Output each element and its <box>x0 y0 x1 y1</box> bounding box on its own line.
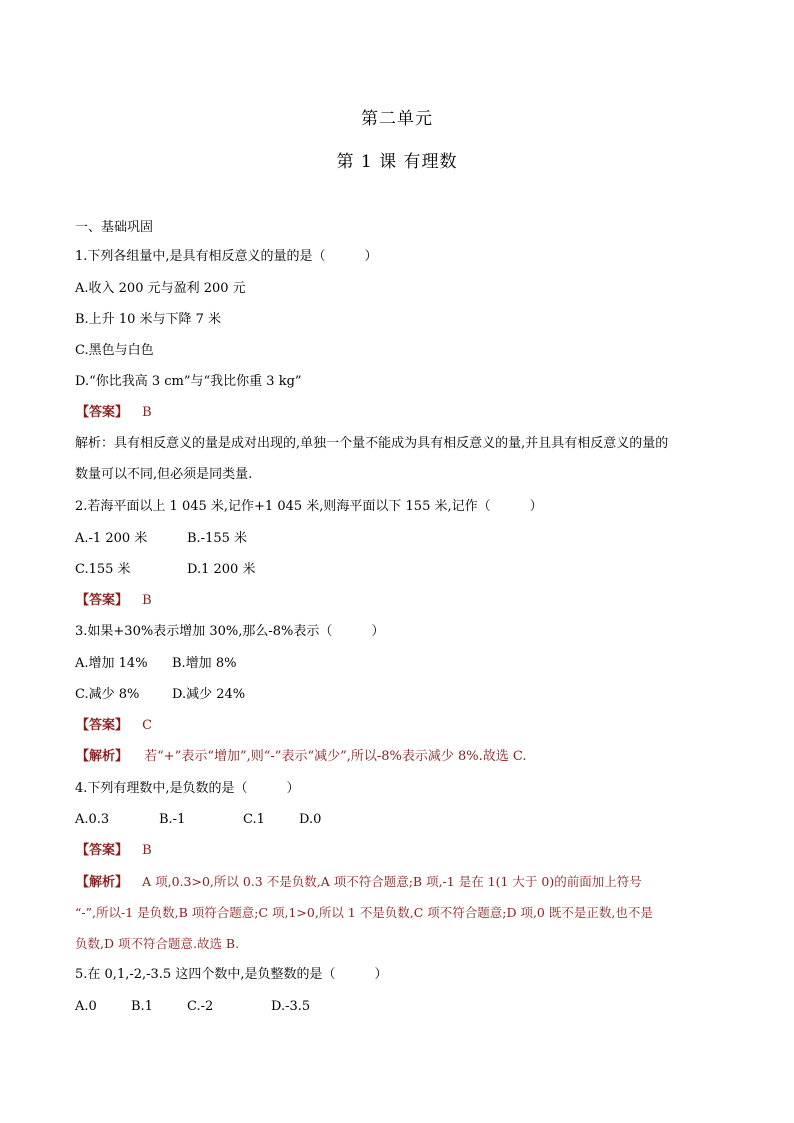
q4-answer: B <box>142 843 152 858</box>
q2-answer-row <box>75 592 152 609</box>
q4-option-a: A.0.3 <box>75 812 110 827</box>
q1-answer-row <box>75 404 152 421</box>
q4-analysis-line1: A 项,0.3>0,所以 0.3 不是负数,A 项不符合题意;B 项,-1 是在 1(1 大于 0)的前面加上符号 <box>142 874 642 889</box>
q4-stem: 4.下列有理数中,是负数的是（ ） <box>75 781 300 796</box>
q2-options-row2 <box>75 561 255 578</box>
q2-answer: B <box>142 593 152 608</box>
q3-option-a: A.增加 14% <box>75 656 148 671</box>
q5-stem: 5.在 0,1,-2,-3.5 这四个数中,是负整数的是（ ） <box>75 967 388 982</box>
q3-option-c: C.减少 8% <box>75 687 140 702</box>
q4-answer-row <box>75 842 152 859</box>
q3-answer-row <box>75 717 152 734</box>
q2-options-row1 <box>75 530 247 547</box>
q2-stem: 2.若海平面以上 1 045 米,记作+1 045 米,则海平面以下 155 米,记作（ ） <box>75 499 543 514</box>
q2-option-d: D.1 200 米 <box>187 562 256 577</box>
q3-options-row2 <box>75 686 245 703</box>
section-heading: 一、基础巩固 <box>75 220 154 235</box>
q1-analysis-line2: 数量可以不同,但必须是同类量. <box>75 467 253 482</box>
answer-tag: 【答案】 <box>76 593 129 608</box>
lesson-title: 第 1 课 有理数 <box>336 152 458 172</box>
q1-answer: B <box>142 405 152 420</box>
q5-option-d: D.-3.5 <box>271 999 311 1014</box>
q3-option-b: B.增加 8% <box>172 656 237 671</box>
q2-option-b: B.-155 米 <box>187 531 248 546</box>
q1-stem: 1.下列各组量中,是具有相反意义的量的是（ ） <box>75 249 378 264</box>
q2-option-c: C.155 米 <box>75 562 131 577</box>
q5-option-a: A.0 <box>75 999 97 1014</box>
analysis-tag: 【解析】 <box>76 749 129 764</box>
q1-option-b: B.上升 10 米与下降 7 米 <box>75 312 222 327</box>
q4-options-row <box>75 811 321 828</box>
q3-stem: 3.如果+30%表示增加 30%,那么-8%表示（ ） <box>75 624 385 639</box>
q4-option-b: B.-1 <box>159 812 186 827</box>
q3-analysis: 若“+”表示“增加”,则“-”表示“减少”,所以-8%表示减少 8%.故选 C. <box>144 749 527 764</box>
q1-option-c: C.黑色与白色 <box>75 343 154 358</box>
q3-answer: C <box>142 718 153 733</box>
q5-option-b: B.1 <box>131 999 153 1014</box>
q4-option-d: D.0 <box>299 812 322 827</box>
q1-analysis-line1: 解析：具有相反意义的量是成对出现的,单独一个量不能成为具有相反意义的量,并且具有相反意义的量的 <box>75 436 669 451</box>
q5-options-row <box>75 998 310 1015</box>
q4-analysis-line3: 负数,D 项不符合题意.故选 B. <box>75 936 240 951</box>
q2-option-a: A.-1 200 米 <box>75 531 148 546</box>
unit-title: 第二单元 <box>361 109 433 129</box>
answer-tag: 【答案】 <box>76 718 129 733</box>
q4-analysis-line2: “-”,所以-1 是负数,B 项符合题意;C 项,1>0,所以 1 不是负数,C 项不符合题意;D 项,0 既不是正数,也不是 <box>75 905 653 920</box>
analysis-tag: 【解析】 <box>76 875 129 890</box>
q1-option-d: D.“你比我高 3 cm”与“我比你重 3 kg” <box>75 374 302 389</box>
q4-option-c: C.1 <box>243 812 265 827</box>
q3-options-row1 <box>75 655 236 672</box>
q1-option-a: A.收入 200 元与盈利 200 元 <box>75 281 246 296</box>
answer-tag: 【答案】 <box>76 843 129 858</box>
q3-analysis-row <box>75 748 527 765</box>
q3-option-d: D.减少 24% <box>172 687 246 702</box>
q4-analysis-row <box>75 873 642 891</box>
q5-option-c: C.-2 <box>187 999 214 1014</box>
answer-tag: 【答案】 <box>76 405 129 420</box>
